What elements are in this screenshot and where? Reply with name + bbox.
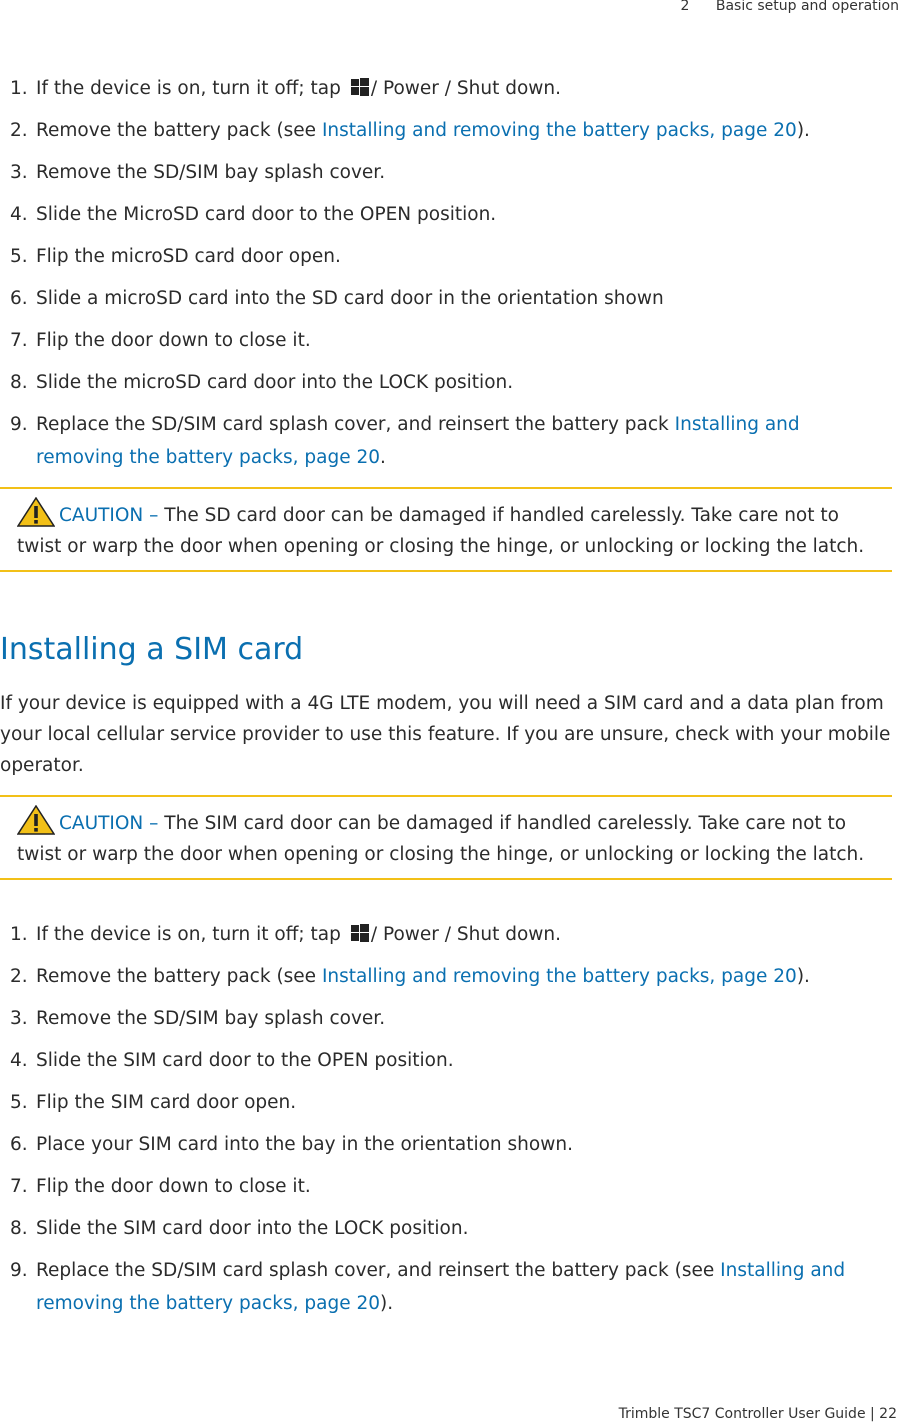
caution-label: CAUTION – (59, 813, 159, 834)
step-number: 4. (10, 1050, 28, 1071)
sd-card-steps (10, 72, 890, 483)
step-item (10, 1254, 890, 1320)
chapter-title: Basic setup and operation (715, 0, 899, 14)
step-number: 3. (10, 1008, 28, 1029)
caution-text: The SD card door can be damaged if handled carelessly. Take care not to twist or warp the door when opening or closing the hinge, or unlocking or locking the latch. (17, 505, 865, 557)
step-number: 5. (10, 246, 28, 267)
caution-label: CAUTION – (59, 505, 159, 526)
section-title: Installing a SIM card (0, 632, 304, 667)
step-item (10, 156, 890, 189)
step-number: 4. (10, 204, 28, 225)
step-number: 7. (10, 330, 28, 351)
step-text: Remove the SD/SIM bay splash cover. (36, 162, 386, 183)
step-number: 5. (10, 1092, 28, 1113)
step-text-end: ). (796, 966, 810, 987)
step-text-end: ). (796, 120, 810, 141)
step-text: If the device is on, turn it off; tap (36, 924, 341, 945)
cross-reference-link[interactable]: Installing and removing the battery packs, page 20 (321, 966, 797, 987)
step-text-end: ). (380, 1293, 394, 1314)
step-text: Flip the microSD card door open. (36, 246, 341, 267)
step-item (10, 240, 890, 273)
step-number: 2. (10, 120, 28, 141)
step-number: 9. (10, 1260, 28, 1281)
step-text: Slide the SIM card door into the LOCK position. (36, 1218, 469, 1239)
section-intro: If your device is equipped with a 4G LTE modem, you will need a SIM card and a data plan from your local cellular service provider to use this feature. If you are unsure, check with your mobile operator. (0, 693, 891, 776)
step-text: Replace the SD/SIM card splash cover, and reinsert the battery pack (36, 414, 675, 435)
step-text: Remove the battery pack (see (36, 966, 322, 987)
step-text: Slide the microSD card door into the LOCK position. (36, 372, 514, 393)
step-text: If the device is on, turn it off; tap (36, 78, 341, 99)
step-item (10, 1170, 890, 1203)
windows-icon (351, 78, 369, 96)
caution-sim (0, 795, 892, 880)
step-item (10, 324, 890, 357)
step-number: 1. (10, 924, 28, 945)
step-number: 9. (10, 414, 28, 435)
step-item (10, 1002, 890, 1035)
sim-card-steps (10, 918, 890, 1329)
step-number: 1. (10, 78, 28, 99)
step-item (10, 960, 890, 993)
step-text: Slide the SIM card door to the OPEN position. (36, 1050, 454, 1071)
step-number: 8. (10, 1218, 28, 1239)
step-text: Slide the MicroSD card door to the OPEN position. (36, 204, 497, 225)
caution-text: The SIM card door can be damaged if handled carelessly. Take care not to twist or warp the door when opening or closing the hinge, or unlocking or locking the latch. (17, 813, 865, 865)
step-item (10, 1212, 890, 1245)
step-item (10, 408, 890, 474)
step-text: Remove the battery pack (see (36, 120, 322, 141)
step-number: 8. (10, 372, 28, 393)
step-number: 3. (10, 162, 28, 183)
step-number: 6. (10, 1134, 28, 1155)
step-item (10, 114, 890, 147)
cross-reference-link[interactable]: Installing and removing the battery packs, page 20 (36, 414, 800, 468)
step-number: 2. (10, 966, 28, 987)
step-number: 6. (10, 288, 28, 309)
caution-sd (0, 487, 892, 572)
cross-reference-link[interactable]: Installing and removing the battery packs, page 20 (321, 120, 797, 141)
cross-reference-link[interactable]: Installing and removing the battery packs, page 20 (36, 1260, 846, 1314)
step-text: Remove the SD/SIM bay splash cover. (36, 1008, 386, 1029)
chapter-number: 2 (680, 0, 690, 14)
step-item (10, 198, 890, 231)
step-item (10, 1086, 890, 1119)
step-item (10, 366, 890, 399)
step-text-end: / Power / Shut down. (370, 78, 562, 99)
step-text-end: / Power / Shut down. (370, 924, 562, 945)
page-footer: Trimble TSC7 Controller User Guide | 22 (618, 1406, 897, 1422)
step-text: Flip the door down to close it. (36, 330, 311, 351)
step-text: Replace the SD/SIM card splash cover, and reinsert the battery pack (see (36, 1260, 721, 1281)
windows-icon (351, 924, 369, 942)
step-item (10, 72, 890, 105)
step-item (10, 918, 890, 951)
step-item (10, 1044, 890, 1077)
warning-triangle-icon (17, 805, 55, 835)
step-text-end: . (380, 447, 386, 468)
step-item (10, 1128, 890, 1161)
step-text: Flip the door down to close it. (36, 1176, 311, 1197)
step-item (10, 282, 890, 315)
step-text: Flip the SIM card door open. (36, 1092, 297, 1113)
warning-triangle-icon (17, 497, 55, 527)
step-number: 7. (10, 1176, 28, 1197)
page-header (680, 0, 899, 14)
step-text: Slide a microSD card into the SD card door in the orientation shown (36, 288, 664, 309)
step-text: Place your SIM card into the bay in the orientation shown. (36, 1134, 573, 1155)
